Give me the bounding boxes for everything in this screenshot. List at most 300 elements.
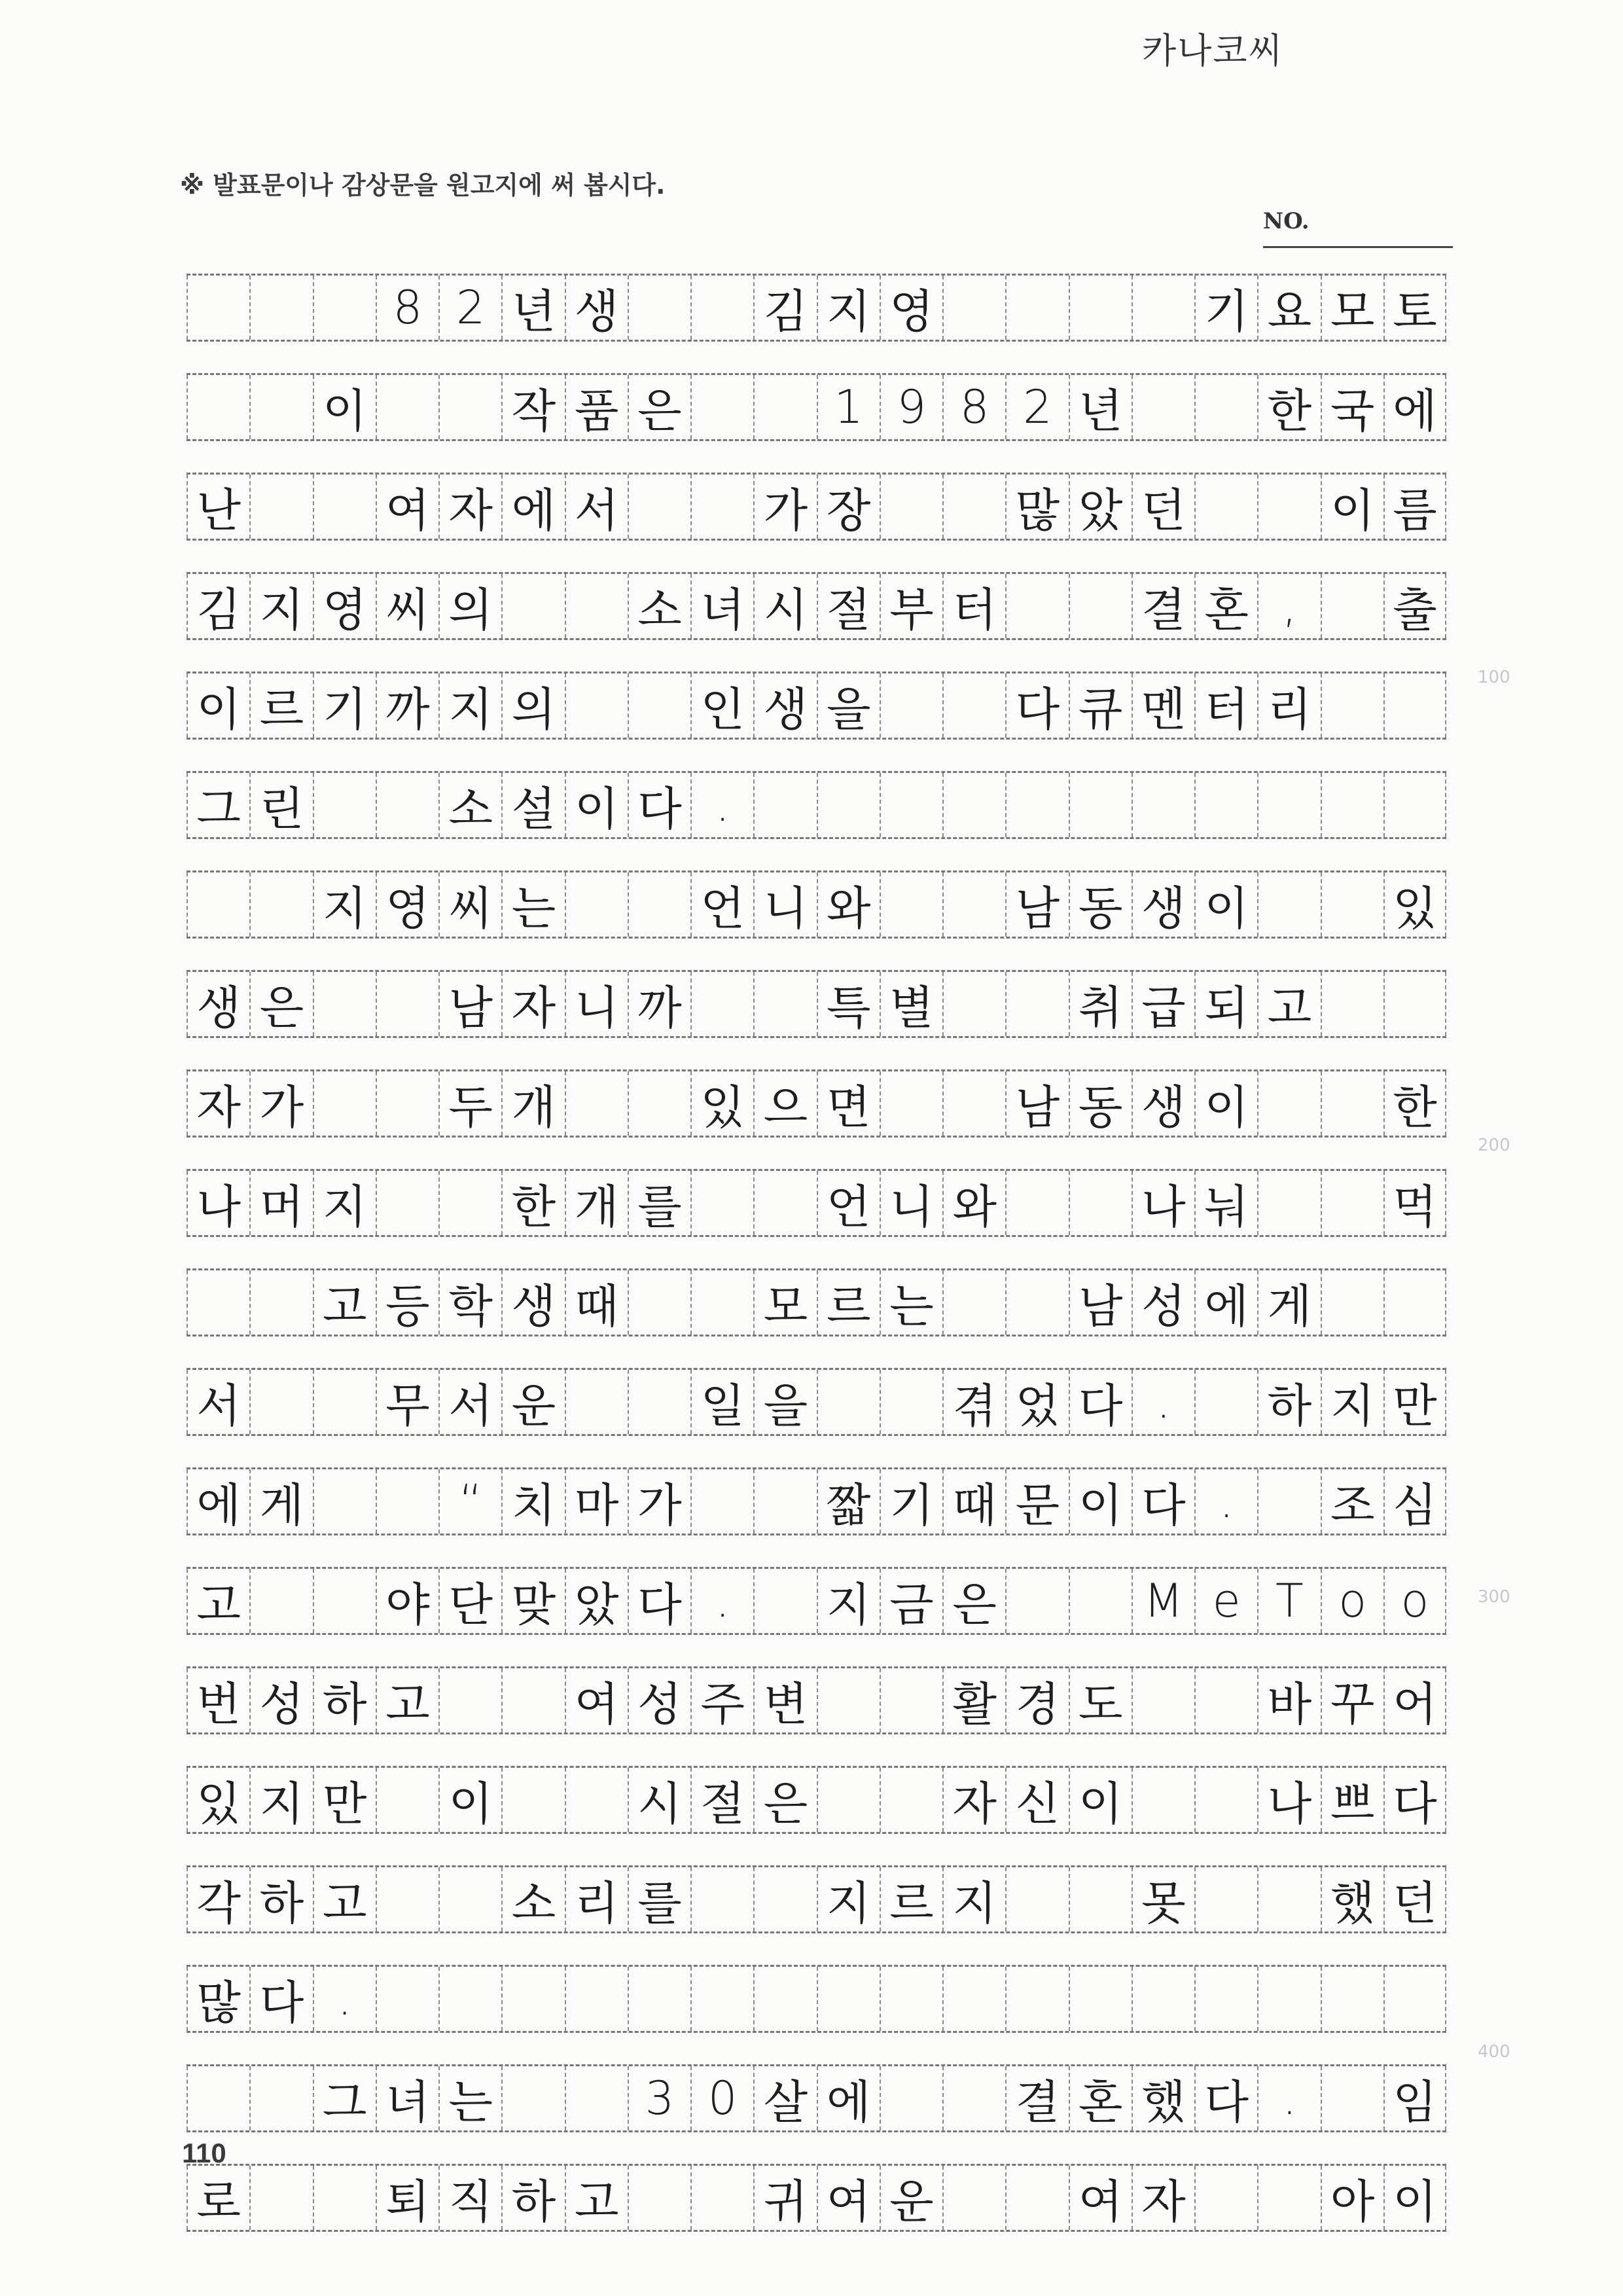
manuscript-cell: 지 — [817, 1569, 880, 1633]
manuscript-cell — [438, 1967, 501, 2031]
manuscript-cell: 이 — [1069, 1768, 1132, 1832]
manuscript-cell: 토 — [1383, 276, 1446, 340]
manuscript-cell — [501, 2066, 564, 2130]
manuscript-cell: 국 — [1321, 375, 1383, 439]
manuscript-cell: 못 — [1132, 1867, 1194, 1931]
manuscript-cell — [753, 1569, 816, 1633]
manuscript-cell: 바 — [1257, 1668, 1320, 1732]
manuscript-cell — [1383, 673, 1446, 738]
manuscript-cell — [1069, 574, 1132, 638]
manuscript-cell — [1005, 1867, 1068, 1931]
manuscript-cell: 은 — [753, 1768, 816, 1832]
manuscript-cell — [942, 2166, 1005, 2230]
manuscript-cell: 했 — [1321, 1867, 1383, 1931]
manuscript-cell: 씨 — [376, 574, 438, 638]
manuscript-cell: 절 — [817, 574, 880, 638]
manuscript-cell: 을 — [753, 1370, 816, 1434]
manuscript-cell: 는 — [501, 872, 564, 937]
manuscript-cell: 다 — [628, 773, 690, 837]
manuscript-cell: 각 — [187, 1867, 249, 1931]
manuscript-cell: 름 — [1383, 475, 1446, 539]
manuscript-row — [187, 1268, 1446, 1336]
manuscript-cell: 의 — [438, 574, 501, 638]
manuscript-cell — [313, 276, 376, 340]
manuscript-cell: 생 — [565, 276, 628, 340]
manuscript-cell: 영 — [880, 276, 942, 340]
manuscript-cell: 치 — [501, 1469, 564, 1534]
manuscript-cell — [942, 276, 1005, 340]
manuscript-cell: 니 — [880, 1171, 942, 1235]
manuscript-cell — [1257, 872, 1320, 937]
manuscript-cell: 에 — [187, 1469, 249, 1534]
manuscript-cell — [376, 375, 438, 439]
manuscript-cell — [753, 773, 816, 837]
manuscript-row — [187, 672, 1446, 740]
manuscript-cell: 귀 — [753, 2166, 816, 2230]
manuscript-cell: 지 — [1321, 1370, 1383, 1434]
manuscript-cell: 에 — [817, 2066, 880, 2130]
manuscript-cell — [880, 1370, 942, 1434]
manuscript-cell: 까 — [376, 673, 438, 738]
manuscript-cell — [628, 872, 690, 937]
manuscript-cell — [376, 1469, 438, 1534]
manuscript-cell — [1257, 1171, 1320, 1235]
manuscript-cell — [880, 1071, 942, 1136]
manuscript-cell: 개 — [565, 1171, 628, 1235]
manuscript-cell — [1069, 1171, 1132, 1235]
manuscript-cell: 김 — [187, 574, 249, 638]
manuscript-cell — [376, 972, 438, 1036]
manuscript-cell — [376, 1768, 438, 1832]
manuscript-cell — [628, 475, 690, 539]
manuscript-cell: 2 — [1005, 375, 1068, 439]
manuscript-row — [187, 1567, 1446, 1635]
manuscript-cell: 서 — [438, 1370, 501, 1434]
manuscript-cell — [1069, 1967, 1132, 2031]
manuscript-cell: 머 — [249, 1171, 312, 1235]
manuscript-cell: 신 — [1005, 1768, 1068, 1832]
manuscript-cell: 는 — [438, 2066, 501, 2130]
manuscript-cell: 이 — [1321, 475, 1383, 539]
manuscript-cell: 생 — [501, 1270, 564, 1335]
manuscript-cell — [942, 773, 1005, 837]
manuscript-cell: 고 — [1257, 972, 1320, 1036]
manuscript-row — [187, 572, 1446, 640]
manuscript-cell — [249, 276, 312, 340]
manuscript-cell — [313, 1569, 376, 1633]
manuscript-cell — [1069, 773, 1132, 837]
manuscript-cell — [313, 1370, 376, 1434]
manuscript-cell — [1069, 1569, 1132, 1633]
manuscript-cell: 눠 — [1194, 1171, 1257, 1235]
manuscript-cell: 문 — [1005, 1469, 1068, 1534]
manuscript-cell: 야 — [376, 1569, 438, 1633]
manuscript-row — [187, 870, 1446, 939]
manuscript-cell: 단 — [438, 1569, 501, 1633]
manuscript-cell: 자 — [187, 1071, 249, 1136]
manuscript-cell: 난 — [187, 475, 249, 539]
manuscript-cell: 품 — [565, 375, 628, 439]
manuscript-cell: 많 — [187, 1967, 249, 2031]
manuscript-row — [187, 1169, 1446, 1237]
manuscript-cell: 니 — [753, 872, 816, 937]
manuscript-cell: 영 — [376, 872, 438, 937]
manuscript-cell: 나 — [1257, 1768, 1320, 1832]
manuscript-cell — [880, 1668, 942, 1732]
manuscript-cell: 운 — [501, 1370, 564, 1434]
manuscript-cell: . — [690, 773, 753, 837]
manuscript-cell — [753, 1171, 816, 1235]
manuscript-cell: 이 — [1069, 1469, 1132, 1534]
manuscript-cell: 금 — [880, 1569, 942, 1633]
manuscript-cell — [376, 1867, 438, 1931]
manuscript-cell — [565, 574, 628, 638]
manuscript-row — [187, 274, 1446, 342]
manuscript-cell — [313, 773, 376, 837]
manuscript-cell: 르 — [817, 1270, 880, 1335]
manuscript-cell — [1005, 1967, 1068, 2031]
manuscript-cell: 특 — [817, 972, 880, 1036]
manuscript-cell — [1383, 972, 1446, 1036]
manuscript-cell — [1194, 375, 1257, 439]
manuscript-cell — [690, 475, 753, 539]
manuscript-cell: 고 — [565, 2166, 628, 2230]
manuscript-cell: 한 — [501, 1171, 564, 1235]
manuscript-cell: 성 — [249, 1668, 312, 1732]
manuscript-cell: 남 — [1005, 872, 1068, 937]
manuscript-cell: 생 — [1132, 872, 1194, 937]
manuscript-cell: 동 — [1069, 872, 1132, 937]
manuscript-cell: 이 — [187, 673, 249, 738]
manuscript-cell — [565, 1370, 628, 1434]
manuscript-cell: 3 — [628, 2066, 690, 2130]
manuscript-cell: 소 — [628, 574, 690, 638]
manuscript-cell: 절 — [690, 1768, 753, 1832]
manuscript-cell: 가 — [628, 1469, 690, 1534]
manuscript-cell: 소 — [438, 773, 501, 837]
manuscript-row — [187, 1865, 1446, 1933]
manuscript-cell — [1194, 1867, 1257, 1931]
manuscript-row — [187, 2164, 1446, 2232]
manuscript-cell: 부 — [880, 574, 942, 638]
manuscript-row — [187, 1766, 1446, 1834]
character-count-mark: 100 — [1478, 668, 1510, 687]
manuscript-cell: 혼 — [1069, 2066, 1132, 2130]
manuscript-cell: 로 — [187, 2166, 249, 2230]
manuscript-cell: 여 — [817, 2166, 880, 2230]
manuscript-cell: 취 — [1069, 972, 1132, 1036]
manuscript-cell: 녀 — [690, 574, 753, 638]
manuscript-cell — [501, 574, 564, 638]
manuscript-cell — [817, 773, 880, 837]
manuscript-cell — [187, 375, 249, 439]
manuscript-cell — [438, 1867, 501, 1931]
manuscript-cell — [1194, 1370, 1257, 1434]
manuscript-cell — [187, 872, 249, 937]
manuscript-cell: . — [313, 1967, 376, 2031]
manuscript-cell: 년 — [501, 276, 564, 340]
manuscript-cell — [1257, 1967, 1320, 2031]
manuscript-cell — [1383, 1270, 1446, 1335]
manuscript-cell: 린 — [249, 773, 312, 837]
manuscript-cell — [942, 972, 1005, 1036]
manuscript-cell — [1321, 2066, 1383, 2130]
manuscript-cell: 어 — [1383, 1668, 1446, 1732]
manuscript-cell: 남 — [1005, 1071, 1068, 1136]
manuscript-cell: 르 — [249, 673, 312, 738]
manuscript-cell: 다 — [628, 1569, 690, 1633]
manuscript-cell — [249, 2166, 312, 2230]
manuscript-cell — [187, 276, 249, 340]
manuscript-cell — [1132, 1967, 1194, 2031]
manuscript-cell: 별 — [880, 972, 942, 1036]
manuscript-cell — [942, 872, 1005, 937]
manuscript-cell — [1321, 574, 1383, 638]
manuscript-cell: 이 — [1194, 872, 1257, 937]
manuscript-row — [187, 1069, 1446, 1138]
manuscript-cell: 학 — [438, 1270, 501, 1335]
manuscript-cell: 만 — [1383, 1370, 1446, 1434]
manuscript-cell: 남 — [1069, 1270, 1132, 1335]
manuscript-cell — [753, 1967, 816, 2031]
manuscript-cell: 시 — [753, 574, 816, 638]
manuscript-cell: o — [1321, 1569, 1383, 1633]
corner-student-name: 카나코씨 — [1142, 30, 1284, 71]
manuscript-cell — [313, 2166, 376, 2230]
manuscript-cell — [1132, 375, 1194, 439]
manuscript-cell: 맞 — [501, 1569, 564, 1633]
manuscript-cell — [1132, 1668, 1194, 1732]
manuscript-cell — [628, 276, 690, 340]
manuscript-cell: 를 — [628, 1867, 690, 1931]
manuscript-cell — [1257, 2166, 1320, 2230]
manuscript-cell — [1194, 1967, 1257, 2031]
manuscript-cell — [501, 1967, 564, 2031]
manuscript-cell — [1321, 1967, 1383, 2031]
manuscript-cell — [313, 972, 376, 1036]
manuscript-cell: 자 — [438, 475, 501, 539]
manuscript-cell: 리 — [565, 1867, 628, 1931]
manuscript-cell: 있 — [1383, 872, 1446, 937]
manuscript-cell: 지 — [817, 276, 880, 340]
manuscript-cell — [628, 1270, 690, 1335]
manuscript-cell — [1069, 276, 1132, 340]
manuscript-cell — [690, 375, 753, 439]
manuscript-cell: . — [690, 1569, 753, 1633]
character-count-mark: 400 — [1478, 2042, 1510, 2062]
manuscript-cell: 인 — [690, 673, 753, 738]
manuscript-cell — [817, 1768, 880, 1832]
manuscript-cell: 성 — [628, 1668, 690, 1732]
manuscript-cell — [1257, 773, 1320, 837]
manuscript-cell: 만 — [313, 1768, 376, 1832]
manuscript-cell: 게 — [1257, 1270, 1320, 1335]
manuscript-cell — [1194, 1768, 1257, 1832]
manuscript-cell: 쁘 — [1321, 1768, 1383, 1832]
manuscript-cell: 결 — [1132, 574, 1194, 638]
number-label: NO. — [1263, 208, 1310, 234]
manuscript-cell: 설 — [501, 773, 564, 837]
manuscript-cell: 을 — [817, 673, 880, 738]
manuscript-cell: 영 — [313, 574, 376, 638]
manuscript-cell — [1321, 1270, 1383, 1335]
manuscript-cell: 2 — [438, 276, 501, 340]
manuscript-cell: 이 — [565, 773, 628, 837]
manuscript-cell: 나 — [187, 1171, 249, 1235]
character-count-mark: 300 — [1478, 1587, 1510, 1607]
manuscript-cell: 언 — [690, 872, 753, 937]
manuscript-cell: 활 — [942, 1668, 1005, 1732]
manuscript-cell: 주 — [690, 1668, 753, 1732]
manuscript-cell: 번 — [187, 1668, 249, 1732]
manuscript-cell: 지 — [249, 574, 312, 638]
manuscript-cell — [1005, 2166, 1068, 2230]
manuscript-cell: 생 — [187, 972, 249, 1036]
manuscript-cell: 두 — [438, 1071, 501, 1136]
manuscript-cell — [1321, 773, 1383, 837]
manuscript-cell: 까 — [628, 972, 690, 1036]
manuscript-cell: 은 — [628, 375, 690, 439]
manuscript-cell — [1069, 1867, 1132, 1931]
manuscript-cell: 다 — [249, 1967, 312, 2031]
page-number: 110 — [182, 2138, 226, 2168]
manuscript-cell: 은 — [249, 972, 312, 1036]
manuscript-cell: o — [1383, 1569, 1446, 1633]
manuscript-cell — [628, 1071, 690, 1136]
manuscript-cell: 서 — [565, 475, 628, 539]
manuscript-cell — [313, 475, 376, 539]
manuscript-cell: 리 — [1257, 673, 1320, 738]
manuscript-cell: 다 — [1132, 1469, 1194, 1534]
manuscript-cell: 성 — [1132, 1270, 1194, 1335]
manuscript-cell — [942, 1071, 1005, 1136]
manuscript-cell: . — [1132, 1370, 1194, 1434]
manuscript-cell: 요 — [1257, 276, 1320, 340]
manuscript-cell: 무 — [376, 1370, 438, 1434]
manuscript-cell: 모 — [753, 1270, 816, 1335]
manuscript-cell: 마 — [565, 1469, 628, 1534]
manuscript-cell: 가 — [249, 1071, 312, 1136]
manuscript-row — [187, 1368, 1446, 1436]
manuscript-cell — [1194, 475, 1257, 539]
manuscript-cell — [249, 2066, 312, 2130]
manuscript-cell — [249, 872, 312, 937]
manuscript-cell: 던 — [1383, 1867, 1446, 1931]
manuscript-cell — [1005, 1569, 1068, 1633]
manuscript-cell — [880, 673, 942, 738]
manuscript-cell: 생 — [1132, 1071, 1194, 1136]
manuscript-cell: 소 — [501, 1867, 564, 1931]
manuscript-cell: 는 — [880, 1270, 942, 1335]
manuscript-cell — [1005, 773, 1068, 837]
manuscript-cell: 에 — [1383, 375, 1446, 439]
manuscript-cell — [187, 1270, 249, 1335]
manuscript-cell — [628, 673, 690, 738]
manuscript-cell: 터 — [942, 574, 1005, 638]
manuscript-cell: 에 — [501, 475, 564, 539]
manuscript-cell: 결 — [1005, 2066, 1068, 2130]
manuscript-cell — [753, 1867, 816, 1931]
manuscript-cell — [565, 673, 628, 738]
manuscript-cell: 와 — [942, 1171, 1005, 1235]
manuscript-cell: 하 — [249, 1867, 312, 1931]
manuscript-cell — [1321, 872, 1383, 937]
manuscript-cell: 지 — [313, 872, 376, 937]
manuscript-cell: 장 — [817, 475, 880, 539]
manuscript-cell — [438, 1668, 501, 1732]
manuscript-cell: 지 — [942, 1867, 1005, 1931]
manuscript-cell: 다 — [1194, 2066, 1257, 2130]
manuscript-cell — [690, 1867, 753, 1931]
manuscript-cell: 생 — [753, 673, 816, 738]
manuscript-cell — [880, 1768, 942, 1832]
manuscript-cell: 하 — [1257, 1370, 1320, 1434]
manuscript-cell: 9 — [880, 375, 942, 439]
manuscript-cell: 하 — [501, 2166, 564, 2230]
manuscript-cell: . — [1194, 1469, 1257, 1534]
manuscript-cell: 개 — [501, 1071, 564, 1136]
manuscript-cell — [565, 872, 628, 937]
manuscript-cell: 던 — [1132, 475, 1194, 539]
manuscript-cell: 았 — [1069, 475, 1132, 539]
manuscript-cell: 이 — [313, 375, 376, 439]
manuscript-cell: 임 — [1383, 2066, 1446, 2130]
manuscript-row — [187, 473, 1446, 541]
manuscript-cell: 기 — [880, 1469, 942, 1534]
manuscript-cell — [1383, 1967, 1446, 2031]
manuscript-cell — [376, 1967, 438, 2031]
manuscript-row — [187, 970, 1446, 1038]
manuscript-cell: e — [1194, 1569, 1257, 1633]
manuscript-cell — [880, 773, 942, 837]
manuscript-cell — [1005, 276, 1068, 340]
manuscript-cell — [249, 1370, 312, 1434]
manuscript-cell — [817, 1967, 880, 2031]
manuscript-cell: 에 — [1194, 1270, 1257, 1335]
manuscript-row — [187, 1666, 1446, 1734]
manuscript-cell: 이 — [1383, 2166, 1446, 2230]
manuscript-cell: 이 — [1194, 1071, 1257, 1136]
manuscript-cell: 니 — [565, 972, 628, 1036]
manuscript-cell: 조 — [1321, 1469, 1383, 1534]
manuscript-cell — [1132, 1768, 1194, 1832]
manuscript-cell — [438, 1171, 501, 1235]
manuscript-cell — [1257, 1469, 1320, 1534]
manuscript-cell — [313, 1469, 376, 1534]
manuscript-cell — [880, 2066, 942, 2130]
manuscript-cell — [1321, 972, 1383, 1036]
manuscript-cell: 녀 — [376, 2066, 438, 2130]
manuscript-cell — [942, 1270, 1005, 1335]
manuscript-cell: 고 — [313, 1270, 376, 1335]
manuscript-cell: 게 — [249, 1469, 312, 1534]
manuscript-cell — [628, 2166, 690, 2230]
manuscript-cell: 되 — [1194, 972, 1257, 1036]
manuscript-cell: 으 — [753, 1071, 816, 1136]
manuscript-cell — [1005, 1270, 1068, 1335]
manuscript-cell: 년 — [1069, 375, 1132, 439]
manuscript-cell — [501, 1768, 564, 1832]
manuscript-cell: 1 — [817, 375, 880, 439]
manuscript-cell — [628, 1967, 690, 2031]
instruction-heading: ※ 발표문이나 감상문을 원고지에 써 봅시다. — [180, 171, 666, 200]
manuscript-cell: 혼 — [1194, 574, 1257, 638]
manuscript-cell — [1005, 1171, 1068, 1235]
manuscript-cell: 때 — [942, 1469, 1005, 1534]
manuscript-cell: , — [1257, 574, 1320, 638]
manuscript-cell — [690, 1967, 753, 2031]
manuscript-cell: 한 — [1257, 375, 1320, 439]
